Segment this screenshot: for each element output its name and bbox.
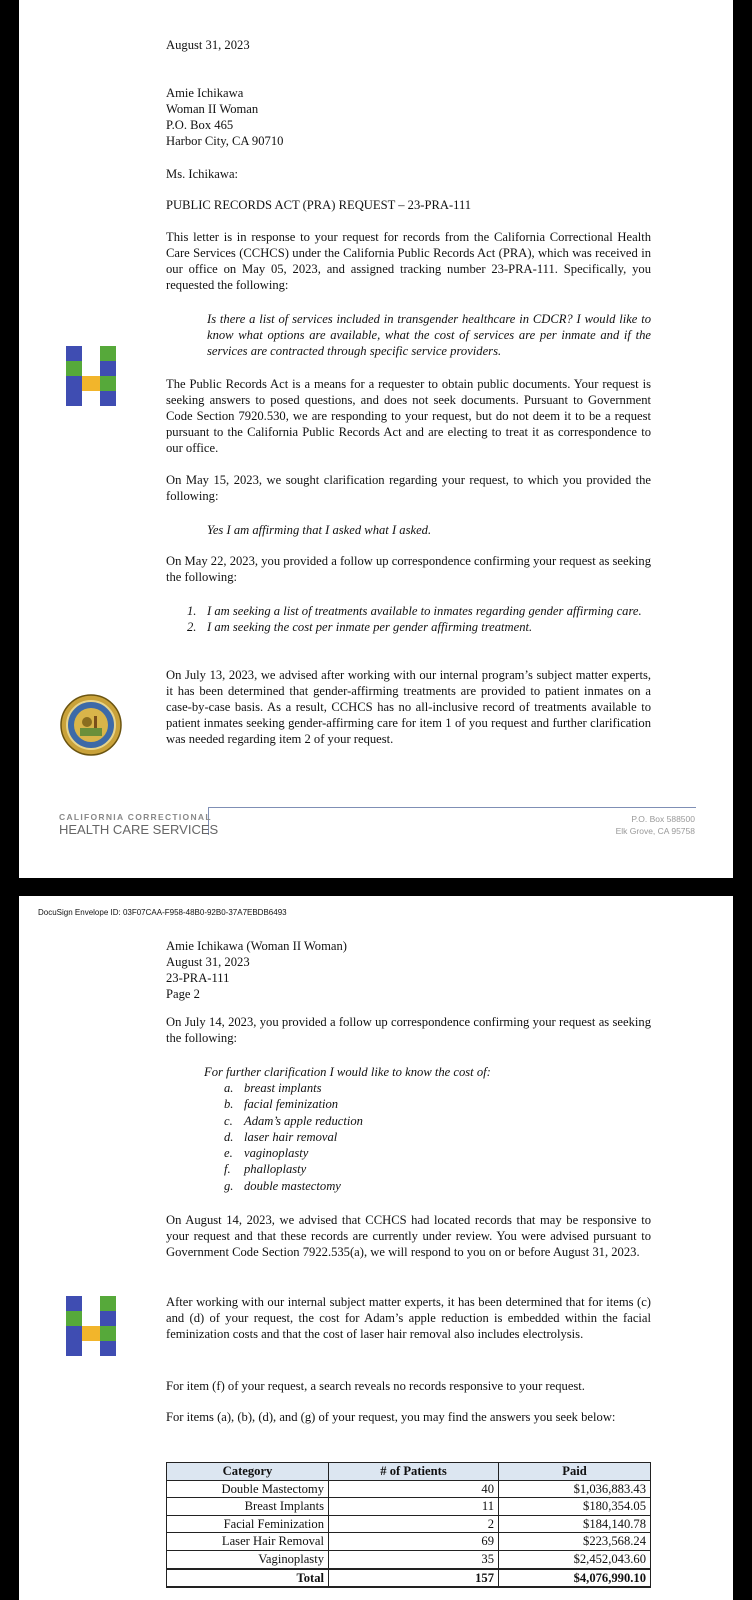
table-cell: 157	[329, 1569, 499, 1588]
table-cell: 11	[329, 1498, 499, 1516]
list-item: b. facial feminization	[224, 1097, 339, 1112]
column-header: Category	[167, 1463, 329, 1481]
list-item: a. breast implants	[224, 1081, 322, 1095]
table-cell: Total	[167, 1569, 329, 1588]
list-item: 2. I am seeking the cost per inmate per gender affirming treatment.	[187, 620, 533, 634]
quoted-reply: Yes I am affirming that I asked what I asked.	[207, 523, 432, 537]
table-cell: Laser Hair Removal	[167, 1533, 329, 1551]
numbered-list	[187, 603, 651, 635]
salutation: Ms. Ichikawa:	[166, 167, 239, 181]
table-cell: $180,354.05	[499, 1498, 651, 1516]
address-line: Harbor City, CA 90710	[166, 134, 284, 148]
column-header: # of Patients	[329, 1463, 499, 1481]
table-total-row	[167, 1569, 651, 1588]
footer-org-name: HEALTH CARE SERVICES	[59, 822, 219, 837]
footer-address: P.O. Box 588500 Elk Grove, CA 95758	[615, 814, 695, 836]
table-cell: 35	[329, 1550, 499, 1568]
cchcs-h-logo-icon	[66, 1296, 116, 1356]
table-row	[167, 1550, 651, 1568]
table-cell: 2	[329, 1515, 499, 1533]
table-cell: 69	[329, 1533, 499, 1551]
paragraph: On May 22, 2023, you provided a follow up correspondence confirming your request as seeking the following:	[166, 554, 651, 584]
address-line: Woman II Woman	[166, 102, 259, 116]
letter-date: August 31, 2023	[166, 38, 250, 52]
table-cell: $223,568.24	[499, 1533, 651, 1551]
paragraph: On August 14, 2023, we advised that CCHCS had located records that may be responsive to your request and that these records are currently under review. You were advised pursuant to Government Code Section 7922.535(a), we will respond to you on or before August 31, 2023.	[166, 1213, 651, 1259]
table-cell: Double Mastectomy	[167, 1480, 329, 1498]
letter-page-2	[19, 896, 733, 1600]
letter-page-1	[19, 0, 733, 878]
table-cell: $184,140.78	[499, 1515, 651, 1533]
lettered-list	[224, 1080, 363, 1194]
footer-org-name: CALIFORNIA CORRECTIONAL	[59, 812, 212, 822]
address-line: Amie Ichikawa	[166, 86, 244, 100]
table-cell: $4,076,990.10	[499, 1569, 651, 1588]
table-cell: 40	[329, 1480, 499, 1498]
docusign-envelope-id: DocuSign Envelope ID: 03F07CAA-F958-48B0-92B0-37A7EBDB6493	[38, 908, 287, 917]
list-item: c. Adam’s apple reduction	[224, 1113, 363, 1128]
paragraph: On July 14, 2023, you provided a follow up correspondence confirming your request as seeking the following:	[166, 1015, 651, 1045]
table-cell: $2,452,043.60	[499, 1550, 651, 1568]
paragraph: This letter is in response to your request for records from the California Correctional Health Care Services (CCHCS) under the California Public Records Act (PRA), which was received in our office on May 05, 2023, and assigned tracking number 23-PRA-111. Specifically, you requested the following:	[166, 230, 651, 292]
list-item: f. phalloplasty	[224, 1162, 307, 1177]
paragraph: On July 13, 2023, we advised after working with our internal program’s subject matter experts, it has been determined that gender-affirming treatments are provided to patient inmates on a case-by-case basis. As a result, CCHCS has no all-inclusive record of treatments available to patient inmates seeking gender-affirming care for item 1 of you request and further clarification was needed regarding item 2 of your request.	[166, 668, 651, 746]
paragraph: The Public Records Act is a means for a requester to obtain public documents. Your request is seeking answers to posed questions, and does not seek documents. Pursuant to Government Code Section 7920.530, we are responding to your request, but do not deem it to be a request pursuant to the California Public Records Act and are electing to treat it as correspondence to our office.	[166, 377, 651, 455]
quoted-request: For further clarification I would like to know the cost of:	[204, 1065, 491, 1079]
paragraph: On May 15, 2023, we sought clarification regarding your request, to which you provided the following:	[166, 473, 651, 503]
table-row	[167, 1498, 651, 1516]
recipient-address	[166, 85, 651, 149]
list-item: d. laser hair removal	[224, 1129, 338, 1144]
table-cell: Vaginoplasty	[167, 1550, 329, 1568]
table-row	[167, 1480, 651, 1498]
table-cell: $1,036,883.43	[499, 1480, 651, 1498]
paragraph: After working with our internal subject matter experts, it has been determined that for items (c) and (d) of your request, the cost for Adam’s apple reduction is embedded within the facial feminization costs and that the cost of laser hair removal also includes electrolysis.	[166, 1295, 651, 1341]
subject-line: PUBLIC RECORDS ACT (PRA) REQUEST – 23-PRA-111	[166, 198, 472, 212]
paragraph: For item (f) of your request, a search reveals no records responsive to your request.	[166, 1379, 585, 1393]
table-row	[167, 1533, 651, 1551]
list-item: e. vaginoplasty	[224, 1146, 309, 1161]
paragraph: For items (a), (b), (d), and (g) of your request, you may find the answers you seek below:	[166, 1410, 616, 1424]
state-seal-icon	[60, 694, 122, 756]
list-item: g. double mastectomy	[224, 1178, 341, 1193]
footer-divider	[208, 807, 696, 808]
quoted-request: Is there a list of services included in transgender healthcare in CDCR? I would like to know what options are available, what the cost of services are per inmate and if the services are contracted through specific service providers.	[207, 312, 651, 358]
column-header: Paid	[499, 1463, 651, 1481]
table-cell: Facial Feminization	[167, 1515, 329, 1533]
address-line: P.O. Box 465	[166, 118, 234, 132]
cchcs-h-logo-icon	[66, 346, 116, 406]
page-header: Amie Ichikawa (Woman II Woman) August 31, 2023 23-PRA-111 Page 2	[166, 939, 347, 1001]
table-cell: Breast Implants	[167, 1498, 329, 1516]
table-row	[167, 1515, 651, 1533]
cost-table	[166, 1462, 651, 1588]
list-item: 1. I am seeking a list of treatments available to inmates regarding gender affirming care.	[187, 604, 642, 618]
table-header-row	[167, 1463, 651, 1481]
